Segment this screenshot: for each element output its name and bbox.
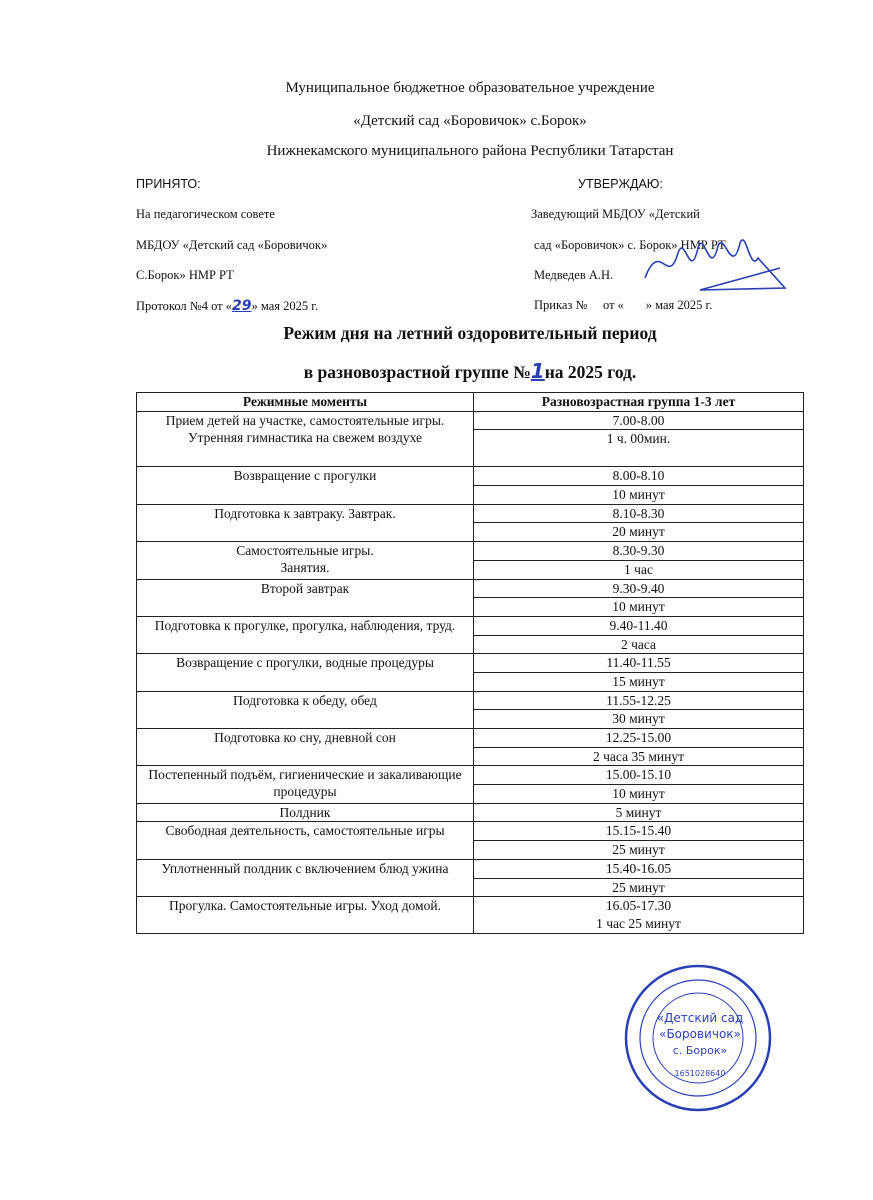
header-activity: Режимные моменты	[137, 393, 474, 412]
table-row	[137, 616, 804, 635]
duration-cell: 25 минут	[474, 878, 804, 897]
duration-cell: 15 минут	[474, 672, 804, 691]
duration-cell: 2 часа 35 минут	[474, 747, 804, 766]
protocol-line	[136, 298, 318, 314]
duration-cell: 25 минут	[474, 841, 804, 860]
time-cell: 8.30-9.30	[474, 542, 804, 561]
time-cell: 16.05-17.30	[474, 897, 804, 915]
activity-cell: Возвращение с прогулки	[137, 467, 474, 504]
protocol-prefix: Протокол №4 от «	[136, 299, 233, 313]
approved-line1: Заведующий МБДОУ «Детский	[531, 207, 700, 221]
table-row	[137, 729, 804, 748]
table-row	[137, 803, 804, 822]
org-name-line2: «Детский сад «Боровичок» с.Борок»	[353, 113, 587, 129]
stamp-inn: 1651028640	[674, 1069, 726, 1078]
activity-cell: Второй завтрак	[137, 579, 474, 616]
table-row	[137, 766, 804, 785]
time-cell: 11.40-11.55	[474, 654, 804, 673]
duration-cell: 5 минут	[474, 803, 804, 822]
stamp-text-2: «Боровичок»	[659, 1027, 741, 1041]
accepted-line3: С.Борок» НМР РТ	[136, 268, 234, 282]
org-name-line3: Нижнекамского муниципального района Республики Татарстан	[266, 143, 674, 159]
duration-cell: 2 часа	[474, 635, 804, 654]
duration-cell: 10 минут	[474, 598, 804, 617]
header-group: Разновозрастная группа 1-3 лет	[474, 393, 804, 412]
duration-cell: 10 минут	[474, 486, 804, 505]
doc-title-line1: Режим дня на летний оздоровительный период	[283, 323, 657, 343]
time-cell: 9.40-11.40	[474, 616, 804, 635]
activity-cell: Подготовка к завтраку. Завтрак.	[137, 504, 474, 541]
approved-label: УТВЕРЖДАЮ:	[578, 177, 663, 191]
duration-cell: 1 час	[474, 560, 804, 579]
approved-line2: сад «Боровичок» с. Борок» НМР РТ	[534, 238, 726, 252]
schedule-table	[136, 392, 804, 934]
accepted-label: ПРИНЯТО:	[136, 177, 201, 191]
duration-cell: 10 минут	[474, 785, 804, 804]
activity-cell: Постепенный подъём, гигиенические и закаливающие процедуры	[137, 766, 474, 803]
time-cell: 15.15-15.40	[474, 822, 804, 841]
table-row	[137, 542, 804, 561]
activity-cell: Полдник	[137, 803, 474, 822]
activity-cell: Подготовка к обеду, обед	[137, 691, 474, 728]
activity-cell: Подготовка ко сну, дневной сон	[137, 729, 474, 766]
order-line: Приказ № от « » мая 2025 г.	[534, 298, 713, 312]
table-row	[137, 579, 804, 598]
title-prefix: в разновозрастной группе №	[303, 362, 531, 382]
protocol-day-handwritten: 29	[232, 298, 252, 314]
time-cell: 9.30-9.40	[474, 579, 804, 598]
duration-cell: 20 минут	[474, 523, 804, 542]
time-cell: 8.10-8.30	[474, 504, 804, 523]
table-row	[137, 691, 804, 710]
activity-cell: Прогулка. Самостоятельные игры. Уход домой.	[137, 897, 474, 933]
table-row	[137, 504, 804, 523]
time-cell: 12.25-15.00	[474, 729, 804, 748]
activity-cell: Прием детей на участке, самостоятельные игры. Утренняя гимнастика на свежем воздухе	[137, 411, 474, 467]
table-header-row	[137, 393, 804, 412]
table-row	[137, 654, 804, 673]
stamp-text-1: «Детский сад	[656, 1011, 744, 1025]
signature	[640, 228, 790, 308]
approved-line3: Медведев А.Н.	[534, 268, 614, 282]
doc-title-line2	[0, 359, 873, 383]
activity-cell: Возвращение с прогулки, водные процедуры	[137, 654, 474, 691]
time-cell: 11.55-12.25	[474, 691, 804, 710]
table-row	[137, 467, 804, 486]
duration-cell: 1 ч. 00мин.	[474, 430, 804, 467]
group-number-handwritten: 1	[530, 359, 545, 383]
title-suffix: на 2025 год.	[544, 362, 637, 382]
duration-cell: 1 час 25 минут	[474, 915, 804, 933]
accepted-line2: МБДОУ «Детский сад «Боровичок»	[136, 238, 328, 252]
activity-cell: Уплотненный полдник с включением блюд ужина	[137, 859, 474, 896]
table-row	[137, 411, 804, 430]
time-cell: 8.00-8.10	[474, 467, 804, 486]
activity-cell: Свободная деятельность, самостоятельные игры	[137, 822, 474, 859]
activity-cell: Подготовка к прогулке, прогулка, наблюдения, труд.	[137, 616, 474, 653]
time-cell: 15.40-16.05	[474, 859, 804, 878]
table-row	[137, 897, 804, 915]
time-cell: 7.00-8.00	[474, 411, 804, 430]
protocol-suffix: » мая 2025 г.	[251, 299, 319, 313]
time-cell: 15.00-15.10	[474, 766, 804, 785]
activity-cell: Самостоятельные игры. Занятия.	[137, 542, 474, 579]
signature-stroke	[645, 240, 785, 290]
duration-cell: 30 минут	[474, 710, 804, 729]
table-row	[137, 859, 804, 878]
org-name-line1: Муниципальное бюджетное образовательное учреждение	[285, 80, 655, 96]
stamp-text-3: с. Борок»	[672, 1044, 728, 1057]
table-row	[137, 822, 804, 841]
official-stamp	[620, 960, 780, 1120]
accepted-line1: На педагогическом совете	[136, 207, 275, 221]
